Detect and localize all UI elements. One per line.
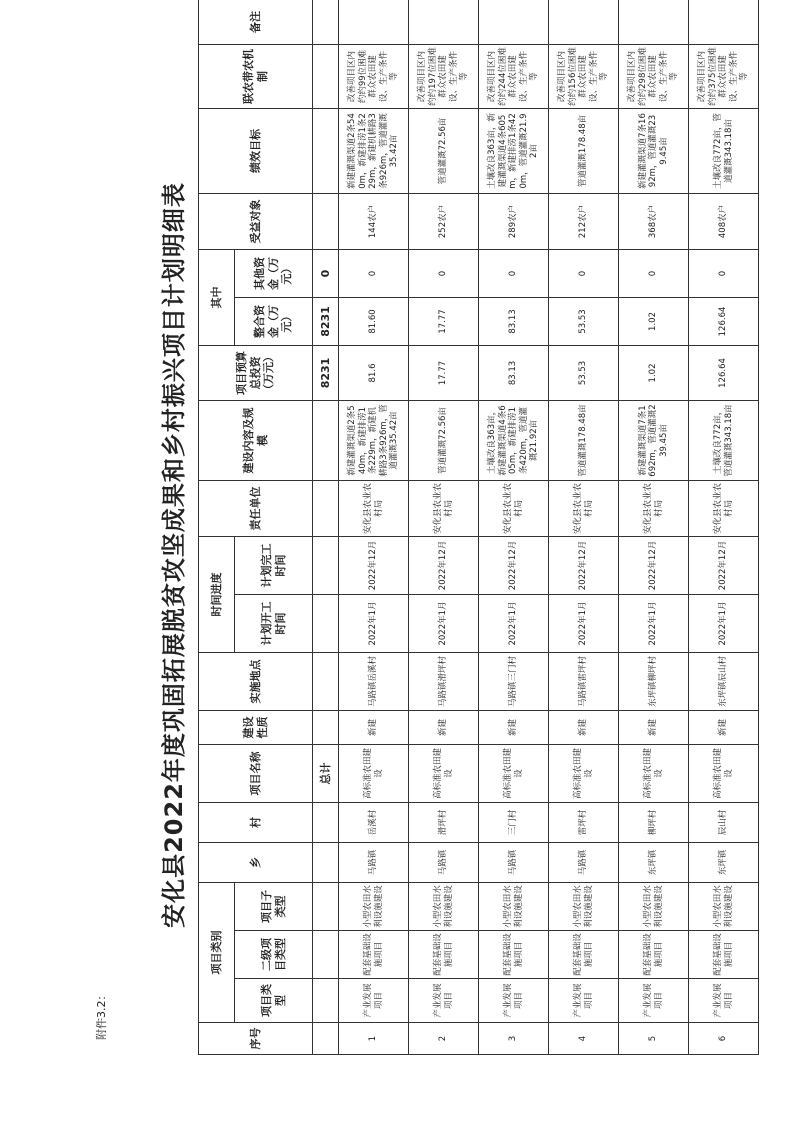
cell-sub: 配套基础设施项目: [689, 931, 759, 979]
total-other: 0: [313, 249, 339, 297]
cell-township: 东坪镇: [619, 842, 689, 882]
cell-location: 马路镇岳溪村: [339, 652, 409, 710]
header-remarks: 备注: [199, 0, 313, 44]
cell-nature: 新建: [339, 710, 409, 744]
cell-seq: 6: [689, 1023, 759, 1055]
total-row: [313, 0, 339, 1055]
header-category-group: 项目类别: [199, 882, 235, 1022]
cell-budget: 81.6: [339, 345, 409, 400]
cell-remarks: [479, 0, 549, 44]
cell-unit: 安化县农业农村局: [549, 480, 619, 536]
cell-other: 0: [409, 249, 479, 297]
table-row: [479, 0, 549, 1055]
cell-end: 2022年12月: [689, 536, 759, 594]
cell-beneficiaries: 408农户: [689, 193, 759, 249]
cell-location: 马路镇雷坪村: [549, 652, 619, 710]
header-category-sub: 二级项目类型: [235, 931, 313, 979]
cell-type: 产业发展项目: [689, 979, 759, 1023]
project-plan-table: [198, 0, 759, 1055]
header-mechanism: 联农带农机制: [199, 44, 313, 108]
cell-location: 东坪镇柳坪村: [619, 652, 689, 710]
cell-other: 0: [339, 249, 409, 297]
header-budget: 项目预算总投资（万元）: [199, 345, 313, 400]
cell-name: 高标准农田建设: [619, 744, 689, 802]
header-project-name: 项目名称: [199, 744, 313, 802]
cell-child: 小型农田水利设施建设: [339, 882, 409, 930]
table-row: [619, 0, 689, 1055]
cell-child: 小型农田水利设施建设: [689, 882, 759, 930]
cell-sub: 配套基础设施项目: [339, 931, 409, 979]
cell-child: 小型农田水利设施建设: [409, 882, 479, 930]
cell-child: 小型农田水利设施建设: [479, 882, 549, 930]
table-row: [409, 0, 479, 1055]
cell-budget: 53.53: [549, 345, 619, 400]
attachment-label: 附件3.2：: [95, 989, 108, 1040]
table-row: [339, 0, 409, 1055]
cell-village: 滑坪村: [409, 802, 479, 842]
cell-beneficiaries: 212农户: [549, 193, 619, 249]
header-seq: 序号: [199, 1023, 313, 1055]
cell-beneficiaries: 368农户: [619, 193, 689, 249]
cell-remarks: [339, 0, 409, 44]
cell-other: 0: [479, 249, 549, 297]
header-row-1: [199, 0, 235, 1055]
cell-goals: 土壤改良772亩，管道灌溉343.18亩: [689, 108, 759, 193]
cell-type: 产业发展项目: [339, 979, 409, 1023]
cell-integrated: 1.02: [619, 297, 689, 345]
cell-end: 2022年12月: [479, 536, 549, 594]
total-integrated: 8231: [313, 297, 339, 345]
cell-township: 马路镇: [409, 842, 479, 882]
cell-child: 小型农田水利设施建设: [549, 882, 619, 930]
header-category-type: 项目类型: [235, 979, 313, 1023]
cell-sub: 配套基础设施项目: [549, 931, 619, 979]
cell-goals: 管道灌溉72.56亩: [409, 108, 479, 193]
cell-type: 产业发展项目: [409, 979, 479, 1023]
cell-start: 2022年1月: [619, 594, 689, 652]
cell-integrated: 126.64: [689, 297, 759, 345]
header-start: 计划开工时间: [235, 594, 313, 652]
cell-seq: 5: [619, 1023, 689, 1055]
header-integrated: 整合资金（万元）: [235, 297, 313, 345]
total-label: 总计: [313, 744, 339, 802]
cell-unit: 安化县农业农村局: [619, 480, 689, 536]
cell-content: 新建灌溉渠道7条1692m，管道灌溉239.45亩: [619, 400, 689, 480]
cell-goals: 管道灌溉178.48亩: [549, 108, 619, 193]
cell-other: 0: [619, 249, 689, 297]
cell-goals: 新建灌溉渠道7条1692m，管道灌溉239.45亩: [619, 108, 689, 193]
header-goals: 绩效目标: [199, 108, 313, 193]
cell-location: 马路镇三门村: [479, 652, 549, 710]
cell-nature: 新建: [689, 710, 759, 744]
cell-budget: 83.13: [479, 345, 549, 400]
cell-remarks: [689, 0, 759, 44]
cell-end: 2022年12月: [549, 536, 619, 594]
cell-start: 2022年1月: [479, 594, 549, 652]
cell-other: 0: [549, 249, 619, 297]
cell-content: 新建灌溉渠道2条540m，新建排涝1条229m，新建机耕路3条926m，管道灌溉35.42亩: [339, 400, 409, 480]
cell-end: 2022年12月: [339, 536, 409, 594]
header-township: 乡: [199, 842, 313, 882]
cell-township: 东坪镇: [689, 842, 759, 882]
header-content: 建设内容及规模: [199, 400, 313, 480]
cell-sub: 配套基础设施项目: [479, 931, 549, 979]
cell-budget: 126.64: [689, 345, 759, 400]
cell-remarks: [619, 0, 689, 44]
cell-unit: 安化县农业农村局: [339, 480, 409, 536]
cell-village: 柳坪村: [619, 802, 689, 842]
cell-township: 马路镇: [479, 842, 549, 882]
cell-type: 产业发展项目: [479, 979, 549, 1023]
header-village: 村: [199, 802, 313, 842]
table-row: [549, 0, 619, 1055]
cell-budget: 17.77: [409, 345, 479, 400]
cell-integrated: 17.77: [409, 297, 479, 345]
cell-goals: 土壤改良363亩，新建灌溉渠道4条605m，新建排涝1条420m，管道灌溉21.92亩: [479, 108, 549, 193]
header-unit: 责任单位: [199, 480, 313, 536]
header-beneficiaries: 受益对象: [199, 193, 313, 249]
cell-seq: 2: [409, 1023, 479, 1055]
cell-mechanism: 改善项目区内约约156位困难群众农田建设、生产条件等: [549, 44, 619, 108]
cell-start: 2022年1月: [549, 594, 619, 652]
cell-township: 马路镇: [339, 842, 409, 882]
cell-location: 东坪镇辰山村: [689, 652, 759, 710]
cell-sub: 配套基础设施项目: [619, 931, 689, 979]
cell-township: 马路镇: [549, 842, 619, 882]
total-budget: 8231: [313, 345, 339, 400]
cell-remarks: [409, 0, 479, 44]
cell-village: 雷坪村: [549, 802, 619, 842]
cell-name: 高标准农田建设: [689, 744, 759, 802]
cell-goals: 新建灌溉渠道2条540m，新建排涝1条229m，新建机耕路3条926m，管道灌溉35.42亩: [339, 108, 409, 193]
cell-name: 高标准农田建设: [549, 744, 619, 802]
cell-end: 2022年12月: [619, 536, 689, 594]
header-of-which: 其中: [199, 249, 235, 345]
rotated-document: [150, 10, 793, 1055]
cell-unit: 安化县农业农村局: [689, 480, 759, 536]
cell-content: 管道灌溉72.56亩: [409, 400, 479, 480]
cell-start: 2022年1月: [339, 594, 409, 652]
cell-type: 产业发展项目: [549, 979, 619, 1023]
cell-integrated: 83.13: [479, 297, 549, 345]
cell-name: 高标准农田建设: [479, 744, 549, 802]
cell-unit: 安化县农业农村局: [479, 480, 549, 536]
cell-village: 辰山村: [689, 802, 759, 842]
cell-location: 马路镇滑坪村: [409, 652, 479, 710]
cell-start: 2022年1月: [689, 594, 759, 652]
cell-mechanism: 改善项目区内约约99位困难群众农田建设、生产条件等: [339, 44, 409, 108]
cell-beneficiaries: 144农户: [339, 193, 409, 249]
header-other: 其他资金（万元）: [235, 249, 313, 297]
cell-seq: 4: [549, 1023, 619, 1055]
cell-end: 2022年12月: [409, 536, 479, 594]
cell-other: 0: [689, 249, 759, 297]
cell-nature: 新建: [479, 710, 549, 744]
cell-unit: 安化县农业农村局: [409, 480, 479, 536]
cell-village: 三门村: [479, 802, 549, 842]
cell-beneficiaries: 289农户: [479, 193, 549, 249]
cell-type: 产业发展项目: [619, 979, 689, 1023]
cell-mechanism: 改善项目区内约约375位困难群众农田建设、生产条件等: [689, 44, 759, 108]
cell-mechanism: 改善项目区内约约298位困难群众农田建设、生产条件等: [619, 44, 689, 108]
cell-budget: 1.02: [619, 345, 689, 400]
header-end: 计划完工时间: [235, 536, 313, 594]
cell-sub: 配套基础设施项目: [409, 931, 479, 979]
cell-mechanism: 改善项目区内约约244位困难群众农田建设、生产条件等: [479, 44, 549, 108]
cell-content: 土壤改良772亩，管道灌溉343.18亩: [689, 400, 759, 480]
cell-village: 岳溪村: [339, 802, 409, 842]
cell-seq: 1: [339, 1023, 409, 1055]
header-schedule-group: 时间进度: [199, 536, 235, 652]
cell-content: 土壤改良363亩，新建灌溉渠道4条605m，新建排涝1条420m，管道灌溉21.92亩: [479, 400, 549, 480]
cell-name: 高标准农田建设: [339, 744, 409, 802]
cell-integrated: 81.60: [339, 297, 409, 345]
cell-content: 管道灌溉178.48亩: [549, 400, 619, 480]
cell-nature: 新建: [409, 710, 479, 744]
cell-seq: 3: [479, 1023, 549, 1055]
cell-beneficiaries: 252农户: [409, 193, 479, 249]
cell-remarks: [549, 0, 619, 44]
cell-start: 2022年1月: [409, 594, 479, 652]
document-title: 安化县2022年度巩固拓展脱贫攻坚成果和乡村振兴项目计划明细表: [159, 182, 188, 928]
cell-nature: 新建: [549, 710, 619, 744]
cell-child: 小型农田水利设施建设: [619, 882, 689, 930]
cell-integrated: 53.53: [549, 297, 619, 345]
table-row: [689, 0, 759, 1055]
header-construction-nature: 建设性质: [199, 710, 313, 744]
cell-mechanism: 改善项目区内约约197位困难群众农田建设、生产条件等: [409, 44, 479, 108]
cell-nature: 新建: [619, 710, 689, 744]
header-location: 实施地点: [199, 652, 313, 710]
cell-name: 高标准农田建设: [409, 744, 479, 802]
header-category-child: 项目子类型: [235, 882, 313, 930]
